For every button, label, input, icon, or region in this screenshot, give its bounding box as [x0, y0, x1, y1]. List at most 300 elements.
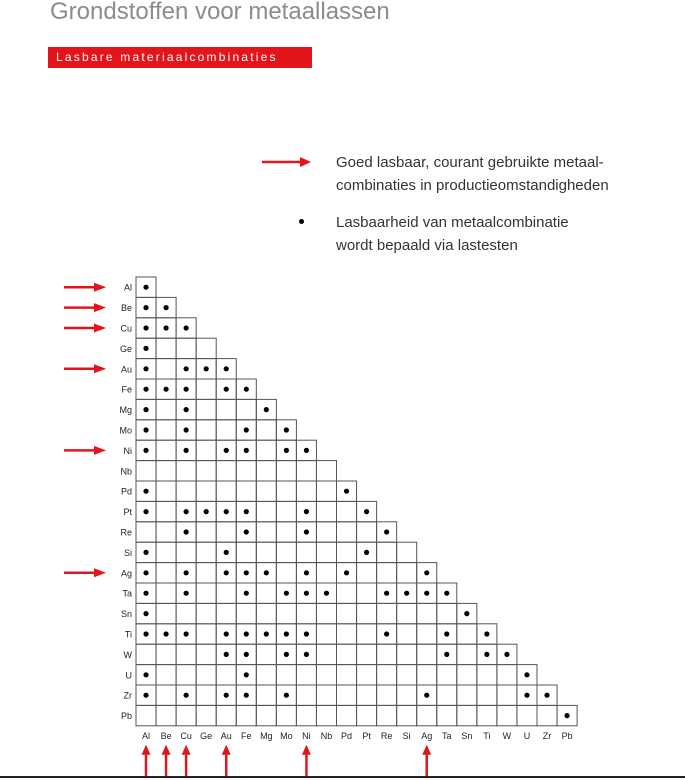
weldable-dot	[284, 652, 289, 657]
grid-cell	[196, 665, 216, 685]
grid-cell	[216, 522, 236, 542]
grid-cell	[156, 399, 176, 419]
grid-cell	[316, 542, 336, 562]
weldable-dot	[143, 346, 148, 351]
grid-cell	[337, 522, 357, 542]
column-label: Pd	[341, 730, 353, 741]
weldable-dot	[184, 529, 189, 534]
grid-cell	[276, 705, 296, 725]
row-arrow-head-icon	[94, 446, 106, 455]
grid-cell	[156, 420, 176, 440]
weldable-dot	[264, 570, 269, 575]
weldable-dot	[544, 693, 549, 698]
weldable-dot	[184, 407, 189, 412]
grid-cell	[216, 583, 236, 603]
grid-cell	[156, 685, 176, 705]
weldable-dot	[304, 529, 309, 534]
grid-cell	[156, 501, 176, 521]
weldable-dot	[384, 591, 389, 596]
column-arrow-head-icon	[162, 745, 171, 755]
column-label: Al	[142, 730, 151, 741]
grid-cell	[397, 685, 417, 705]
grid-cell	[196, 399, 216, 419]
weldable-dot	[244, 529, 249, 534]
grid-cell	[156, 338, 176, 358]
weldable-dot	[184, 591, 189, 596]
weldable-dot	[244, 387, 249, 392]
grid-cell	[477, 685, 497, 705]
row-label: Re	[120, 527, 132, 538]
grid-cell	[176, 705, 196, 725]
grid-cell	[176, 603, 196, 623]
grid-cell	[256, 644, 276, 664]
weldable-dot	[143, 305, 148, 310]
column-label: Au	[220, 730, 232, 741]
grid-cell	[296, 603, 316, 623]
grid-cell	[176, 644, 196, 664]
grid-cell	[377, 603, 397, 623]
row-label: Ti	[124, 629, 132, 640]
weldable-dot	[384, 529, 389, 534]
grid-cell	[216, 705, 236, 725]
grid-cell	[497, 685, 517, 705]
grid-cell	[256, 440, 276, 460]
weldable-dot	[404, 591, 409, 596]
grid-cell	[457, 624, 477, 644]
grid-cell	[216, 603, 236, 623]
weldable-dot	[524, 672, 529, 677]
weldable-dot	[184, 387, 189, 392]
weldable-dot	[224, 631, 229, 636]
grid-cell	[296, 461, 316, 481]
grid-cell	[357, 583, 377, 603]
grid-cell	[457, 665, 477, 685]
grid-cell	[256, 542, 276, 562]
weldable-dot	[163, 387, 168, 392]
grid-cell	[196, 603, 216, 623]
grid-cell	[337, 501, 357, 521]
row-label: Cu	[120, 323, 132, 334]
grid-cell	[216, 399, 236, 419]
grid-cell	[417, 603, 437, 623]
grid-cell	[316, 705, 336, 725]
grid-cell	[397, 705, 417, 725]
weldable-dot	[244, 631, 249, 636]
weldable-dot	[184, 693, 189, 698]
grid-cell	[276, 603, 296, 623]
grid-cell	[316, 685, 336, 705]
grid-cell	[397, 603, 417, 623]
grid-cell	[457, 644, 477, 664]
grid-cell	[457, 685, 477, 705]
weldable-dot	[224, 652, 229, 657]
grid-cell	[497, 705, 517, 725]
weldable-dot	[143, 325, 148, 330]
weldable-dot	[244, 509, 249, 514]
grid-cell	[417, 644, 437, 664]
grid-cell	[156, 563, 176, 583]
weldable-dot	[143, 570, 148, 575]
grid-cell	[196, 685, 216, 705]
weldable-dot	[424, 570, 429, 575]
grid-cell	[477, 665, 497, 685]
row-label: Fe	[121, 384, 132, 395]
grid-cell	[136, 705, 156, 725]
weldable-dot	[143, 407, 148, 412]
column-label: Cu	[180, 730, 192, 741]
grid-cell	[136, 522, 156, 542]
grid-cell	[397, 644, 417, 664]
grid-cell	[296, 542, 316, 562]
grid-cell	[437, 685, 457, 705]
weldable-dot	[163, 631, 168, 636]
grid-cell	[377, 705, 397, 725]
grid-cell	[236, 705, 256, 725]
weldable-dot	[184, 631, 189, 636]
grid-cell	[236, 461, 256, 481]
row-label: Sn	[120, 609, 132, 620]
grid-cell	[296, 481, 316, 501]
grid-cell	[437, 705, 457, 725]
grid-cell	[216, 420, 236, 440]
grid-cell	[236, 603, 256, 623]
weldable-dot	[143, 285, 148, 290]
column-label: Pb	[561, 730, 573, 741]
section-subtitle: Lasbare materiaalcombinaties	[48, 47, 312, 68]
weldable-dot	[424, 693, 429, 698]
weldable-dot	[143, 448, 148, 453]
weldable-dot	[444, 631, 449, 636]
grid-cell	[337, 542, 357, 562]
weldable-dot	[264, 631, 269, 636]
grid-cell	[357, 644, 377, 664]
grid-cell	[316, 665, 336, 685]
column-label: Zr	[542, 730, 552, 741]
column-arrow-head-icon	[142, 745, 151, 755]
grid-cell	[357, 665, 377, 685]
grid-cell	[497, 665, 517, 685]
grid-cell	[377, 563, 397, 583]
weldable-dot	[444, 652, 449, 657]
row-label: Nb	[120, 466, 132, 477]
weldable-dot	[464, 611, 469, 616]
weldable-dot	[324, 591, 329, 596]
weldable-dot	[244, 672, 249, 677]
grid-cell	[156, 644, 176, 664]
grid-cell	[417, 624, 437, 644]
grid-cell	[196, 461, 216, 481]
row-label: Ag	[120, 568, 132, 579]
grid-cell	[357, 685, 377, 705]
weldable-dot	[484, 652, 489, 657]
grid-cell	[316, 461, 336, 481]
grid-cell	[156, 542, 176, 562]
weldable-dot	[304, 631, 309, 636]
bottom-divider	[0, 776, 685, 778]
row-label: Si	[123, 547, 132, 558]
weldable-dot	[143, 489, 148, 494]
grid-cell	[377, 644, 397, 664]
column-label: Re	[380, 730, 393, 741]
weldable-dot	[163, 305, 168, 310]
weldable-dot	[284, 631, 289, 636]
grid-cell	[156, 359, 176, 379]
grid-cell	[256, 481, 276, 501]
grid-cell	[276, 481, 296, 501]
column-label: U	[523, 730, 531, 741]
weldable-dot	[143, 387, 148, 392]
row-label: Mg	[119, 405, 132, 416]
weldable-dot	[143, 427, 148, 432]
grid-cell	[437, 665, 457, 685]
grid-cell	[337, 624, 357, 644]
weldable-dot	[224, 366, 229, 371]
weldable-dot	[344, 570, 349, 575]
weldable-dot	[284, 693, 289, 698]
row-label: W	[123, 649, 132, 660]
grid-cell	[316, 501, 336, 521]
weldable-dot	[143, 366, 148, 371]
grid-cell	[236, 481, 256, 501]
grid-cell	[437, 603, 457, 623]
grid-cell	[477, 705, 497, 725]
weldable-dot	[344, 489, 349, 494]
grid-cell	[156, 461, 176, 481]
grid-cell	[316, 481, 336, 501]
page-title: Grondstoffen voor metaallassen	[50, 0, 390, 25]
column-label: Ni	[302, 730, 311, 741]
grid-cell	[176, 461, 196, 481]
grid-cell	[236, 542, 256, 562]
grid-cell	[196, 338, 216, 358]
grid-cell	[256, 685, 276, 705]
row-label: Ge	[119, 343, 132, 354]
weldable-dot	[204, 366, 209, 371]
grid-cell	[136, 461, 156, 481]
grid-cell	[537, 705, 557, 725]
grid-cell	[156, 522, 176, 542]
grid-cell	[337, 603, 357, 623]
grid-cell	[397, 542, 417, 562]
grid-cell	[216, 665, 236, 685]
grid-cell	[337, 644, 357, 664]
grid-cell	[276, 542, 296, 562]
legend-dot-line2: wordt bepaald via lastesten	[336, 237, 518, 254]
grid-cell	[296, 685, 316, 705]
grid-cell	[417, 705, 437, 725]
grid-cell	[156, 603, 176, 623]
weldable-dot	[304, 570, 309, 575]
grid-cell	[196, 542, 216, 562]
column-label: Be	[160, 730, 172, 741]
weldable-dot	[264, 407, 269, 412]
grid-cell	[357, 522, 377, 542]
grid-cell	[337, 705, 357, 725]
weldable-dot	[184, 570, 189, 575]
grid-cell	[377, 542, 397, 562]
grid-cell	[337, 583, 357, 603]
grid-cell	[276, 461, 296, 481]
row-label: U	[125, 670, 132, 681]
row-label: Pd	[120, 486, 132, 497]
weldable-dot	[244, 652, 249, 657]
column-label: Sn	[461, 730, 473, 741]
weldable-dot	[284, 591, 289, 596]
grid-cell	[357, 603, 377, 623]
weldable-dot	[184, 325, 189, 330]
weldable-dot	[143, 672, 148, 677]
grid-cell	[256, 420, 276, 440]
grid-cell	[357, 563, 377, 583]
row-label: Ni	[123, 445, 132, 456]
row-arrow-head-icon	[94, 364, 106, 373]
row-label: Pb	[120, 711, 132, 722]
weldable-dot	[224, 570, 229, 575]
grid-cell	[216, 481, 236, 501]
weldable-dot	[224, 693, 229, 698]
column-label: Si	[402, 730, 411, 741]
row-label: Au	[120, 364, 132, 375]
weldable-dot	[143, 509, 148, 514]
column-label: Fe	[241, 730, 252, 741]
weldable-dot	[504, 652, 509, 657]
grid-cell	[156, 481, 176, 501]
weldable-dot	[184, 448, 189, 453]
grid-cell	[216, 461, 236, 481]
grid-cell	[196, 440, 216, 460]
legend-arrow-line2: combinaties in productieomstandigheden	[336, 177, 609, 194]
grid-cell	[156, 665, 176, 685]
grid-cell	[276, 501, 296, 521]
weldable-dot	[244, 591, 249, 596]
legend-dot-line1: Lasbaarheid van metaalcombinatie	[336, 214, 569, 231]
grid-cell	[256, 705, 276, 725]
grid-cell	[397, 563, 417, 583]
weldable-dot	[224, 509, 229, 514]
grid-cell	[337, 685, 357, 705]
column-label: Mo	[280, 730, 293, 741]
weldable-dot	[143, 631, 148, 636]
legend-arrow-line1: Goed lasbaar, courant gebruikte metaal-	[336, 154, 604, 171]
row-label: Mo	[119, 425, 132, 436]
grid-cell	[256, 603, 276, 623]
weldable-dot	[424, 591, 429, 596]
row-label: Pt	[123, 507, 132, 518]
row-label: Be	[120, 303, 132, 314]
weldable-dot	[143, 611, 148, 616]
column-arrow-head-icon	[422, 745, 431, 755]
grid-cell	[357, 705, 377, 725]
grid-cell	[397, 665, 417, 685]
weldable-dot	[304, 509, 309, 514]
grid-cell	[256, 522, 276, 542]
weldable-dot	[244, 693, 249, 698]
grid-cell	[176, 542, 196, 562]
weldable-dot	[384, 631, 389, 636]
column-label: Ta	[442, 730, 452, 741]
weldable-dot	[184, 427, 189, 432]
column-label: Ag	[421, 730, 433, 741]
column-label: W	[502, 730, 512, 741]
weldable-dot	[564, 713, 569, 718]
column-arrow-head-icon	[302, 745, 311, 755]
row-label: Al	[123, 282, 132, 293]
grid-cell	[357, 624, 377, 644]
weldable-dot	[184, 366, 189, 371]
grid-cell	[417, 665, 437, 685]
row-label: Ta	[122, 588, 132, 599]
grid-cell	[316, 563, 336, 583]
grid-cell	[196, 481, 216, 501]
grid-cell	[176, 338, 196, 358]
grid-cell	[196, 583, 216, 603]
row-arrow-head-icon	[94, 283, 106, 292]
column-label: Ge	[200, 730, 213, 741]
grid-cell	[256, 461, 276, 481]
weldable-dot	[143, 693, 148, 698]
column-label: Nb	[320, 730, 333, 741]
grid-cell	[316, 624, 336, 644]
grid-cell	[156, 705, 176, 725]
grid-cell	[457, 705, 477, 725]
grid-cell	[316, 522, 336, 542]
grid-cell	[256, 501, 276, 521]
grid-cell	[517, 705, 537, 725]
grid-cell	[196, 563, 216, 583]
weldable-dot	[244, 427, 249, 432]
column-arrow-head-icon	[182, 745, 191, 755]
row-arrow-head-icon	[94, 568, 106, 577]
grid-cell	[377, 665, 397, 685]
weldable-dot	[184, 509, 189, 514]
row-arrow-head-icon	[94, 324, 106, 333]
weldable-dot	[143, 591, 148, 596]
column-label: Mg	[260, 730, 273, 741]
grid-cell	[196, 420, 216, 440]
weldable-dot	[224, 550, 229, 555]
grid-cell	[176, 665, 196, 685]
grid-cell	[196, 624, 216, 644]
grid-cell	[397, 624, 417, 644]
grid-cell	[337, 665, 357, 685]
weldable-dot	[284, 427, 289, 432]
grid-cell	[276, 665, 296, 685]
column-label: Pt	[362, 730, 371, 741]
row-arrow-head-icon	[94, 303, 106, 312]
grid-cell	[156, 583, 176, 603]
grid-cell	[156, 440, 176, 460]
grid-cell	[276, 522, 296, 542]
grid-cell	[196, 644, 216, 664]
weldable-dot	[143, 550, 148, 555]
weldable-dot	[204, 509, 209, 514]
weldable-dot	[304, 591, 309, 596]
grid-cell	[296, 705, 316, 725]
grid-cell	[196, 379, 216, 399]
grid-cell	[236, 399, 256, 419]
weldable-dot	[484, 631, 489, 636]
weldable-dot	[284, 448, 289, 453]
grid-cell	[276, 563, 296, 583]
weldable-dot	[244, 570, 249, 575]
weldable-dot	[163, 325, 168, 330]
weldable-dot	[444, 591, 449, 596]
grid-cell	[176, 481, 196, 501]
column-arrow-head-icon	[222, 745, 231, 755]
weldable-dot	[304, 652, 309, 657]
weldable-dot	[244, 448, 249, 453]
weldable-dot	[304, 448, 309, 453]
